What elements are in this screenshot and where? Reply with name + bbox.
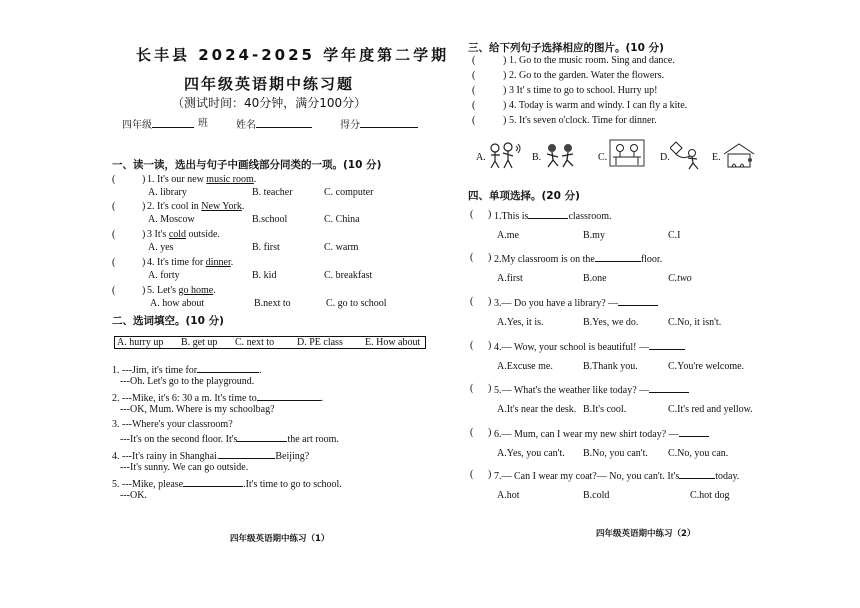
choice-question [494, 252, 662, 266]
option: B.my [583, 230, 605, 241]
choice-question [494, 469, 739, 483]
option: C. warm [324, 242, 359, 253]
fill-response-text: ---Oh. Let's go to the playground. [120, 376, 255, 387]
word-bank-box [114, 336, 426, 349]
picture-e-garden-watering [720, 140, 758, 170]
answer-paren-close: ) [503, 100, 507, 111]
fill-response-text: ---OK. [120, 490, 147, 501]
answer-blank[interactable] [649, 383, 689, 393]
option: C. China [324, 214, 360, 225]
answer-paren-open: ( [472, 115, 476, 126]
option: A. forty [148, 270, 180, 281]
option: B.Yes, we do. [583, 317, 639, 328]
picture-label: C. [598, 152, 608, 163]
fill-question-tail: . [320, 393, 324, 404]
fill-response [120, 376, 254, 388]
question-pre: 1. It's our new [147, 174, 207, 185]
fill-question [112, 477, 342, 491]
fill-response [120, 432, 339, 446]
answer-paren-close: ) [142, 257, 146, 268]
answer-blank[interactable] [528, 209, 568, 219]
fill-response [120, 404, 275, 416]
answer-paren-close: ) [503, 85, 507, 96]
choice-question-text: 5.— What's the weather like today? — [494, 385, 650, 396]
answer-paren-open: ( [470, 383, 474, 394]
question-pre: 5. Let's [147, 285, 179, 296]
answer-paren-close: ) [488, 340, 492, 351]
question-pre: 4. It's time for [147, 257, 206, 268]
option: B.one [583, 273, 607, 284]
fill-question-text: 5. ---Mike, please [112, 479, 184, 490]
option: C. computer [324, 187, 374, 198]
matching-sentence: 4. Today is warm and windy. I can fly a kite. [509, 100, 688, 111]
word-bank-option: C. next to [235, 337, 275, 348]
choice-question [494, 340, 685, 354]
answer-blank[interactable] [257, 391, 321, 401]
answer-paren-open: ( [470, 296, 474, 307]
question-text [147, 229, 220, 241]
option: B. teacher [252, 187, 293, 198]
underlined-word: dinner [205, 257, 231, 268]
fill-question [112, 449, 309, 463]
answer-paren-open: ( [112, 257, 116, 268]
answer-blank[interactable] [219, 449, 275, 459]
question-post: . [253, 174, 257, 185]
info-name: 姓名 [236, 118, 312, 132]
answer-paren-open: ( [112, 201, 116, 212]
answer-paren-open: ( [112, 229, 116, 240]
choice-question-text: 7.— Can I wear my coat?— No, you can't. It's [494, 471, 680, 482]
option: C. go to school [326, 298, 387, 309]
option: B.school [252, 214, 288, 225]
option: C.hot dog [690, 490, 730, 501]
fill-question-tail: . [259, 365, 262, 376]
answer-paren-close: ) [488, 469, 492, 480]
fill-question [112, 363, 262, 377]
underlined-word: New York [201, 201, 242, 212]
fill-response [120, 490, 147, 502]
answer-paren-close: ) [488, 383, 492, 394]
answer-blank[interactable] [197, 363, 259, 373]
fill-response-tail: the art room. [287, 434, 339, 445]
underlined-word: cold [168, 229, 187, 240]
answer-paren-close: ) [488, 427, 492, 438]
answer-paren-open: ( [472, 70, 476, 81]
answer-paren-open: ( [112, 285, 116, 296]
picture-c-dinner-table [608, 138, 646, 168]
question-post: . [213, 285, 216, 296]
choice-question-text: 2.My classroom is on the [494, 254, 595, 265]
option: C.It's red and yellow. [668, 404, 753, 415]
answer-paren-close: ) [142, 229, 146, 240]
answer-blank[interactable] [595, 252, 641, 262]
answer-paren-close: ) [503, 55, 507, 66]
picture-b-running-kids [542, 140, 580, 170]
info-class: 班 [198, 118, 208, 129]
option: A. yes [148, 242, 174, 253]
fill-question-text: 1. ---Jim, it's time for [112, 365, 198, 376]
left-footer: 四年级英语期中练习（1） [230, 534, 330, 544]
answer-paren-open: ( [472, 85, 476, 96]
fill-response-text: ---It's on the second floor. It's [120, 434, 238, 445]
question-text [147, 257, 233, 269]
picture-label: B. [532, 152, 542, 163]
answer-paren-open: ( [112, 174, 116, 185]
answer-paren-close: ) [503, 115, 507, 126]
option: C.I [668, 230, 681, 241]
option: A.Yes, you can't. [497, 448, 565, 459]
choice-question-tail: today. [715, 471, 740, 482]
answer-paren-close: ) [503, 70, 507, 81]
answer-blank[interactable] [618, 296, 658, 306]
option: C.You're welcome. [668, 361, 745, 372]
answer-paren-open: ( [470, 252, 474, 263]
option: A.me [497, 230, 519, 241]
question-post: . [230, 257, 234, 268]
answer-blank[interactable] [679, 469, 715, 479]
section1-heading: 一、读一读，选出与句子中画线部分同类的一项。(10 分) [112, 159, 382, 171]
option: A. library [148, 187, 187, 198]
answer-paren-open: ( [470, 469, 474, 480]
question-text [147, 174, 256, 186]
option: B.It's cool. [583, 404, 627, 415]
fill-response-text: ---It's sunny. We can go outside. [120, 462, 249, 473]
section4-heading: 四、单项选择。(20 分) [468, 190, 580, 202]
info-score: 得分 [340, 118, 418, 132]
question-pre: 3 It's [147, 229, 169, 240]
picture-d-kite-flying [670, 140, 708, 170]
choice-question-tail: classroom. [568, 211, 612, 222]
choice-question [494, 383, 689, 397]
word-bank-option: A. hurry up [117, 337, 164, 348]
option: B. kid [252, 270, 277, 281]
underlined-word: go home [178, 285, 214, 296]
info-grade: 四年级 [122, 118, 194, 132]
answer-paren-open: ( [472, 55, 476, 66]
option: A. Moscow [148, 214, 195, 225]
choice-question [494, 296, 658, 310]
answer-paren-open: ( [470, 340, 474, 351]
question-pre: 2. It's cool in [147, 201, 202, 212]
choice-question [494, 427, 709, 441]
option: A.Excuse me. [497, 361, 553, 372]
word-bank-option: D. PE class [297, 337, 343, 348]
fill-question-text: 2. ---Mike, it's 6: 30 a m. It's time to [112, 393, 257, 404]
matching-sentence: 1. Go to the music room. Sing and dance. [509, 55, 675, 66]
option: A. how about [150, 298, 205, 309]
answer-paren-close: ) [142, 174, 146, 185]
fill-response [120, 462, 248, 474]
option: B.cold [583, 490, 610, 501]
fill-question [112, 419, 233, 431]
fill-response-text: ---OK, Mum. Where is my schoolbag? [120, 404, 275, 415]
answer-blank[interactable] [679, 427, 709, 437]
right-footer: 四年级英语期中练习（2） [596, 529, 696, 539]
fill-question-text: 4. ---It's rainy in Shanghai. [112, 451, 220, 462]
picture-label: D. [660, 152, 670, 163]
matching-sentence: 5. It's seven o'clock. Time for dinner. [509, 115, 657, 126]
picture-label: A. [476, 152, 486, 163]
option: B.next to [254, 298, 291, 309]
option: C. breakfast [324, 270, 373, 281]
fill-question-tail: .It's time to go to school. [243, 479, 342, 490]
underlined-word: music room [206, 174, 254, 185]
question-post: outside. [186, 229, 220, 240]
answer-paren-close: ) [142, 285, 146, 296]
option: B. first [252, 242, 280, 253]
picture-a-dancing-kids [486, 140, 524, 170]
matching-sentence: 3 It' s time to go to school. Hurry up! [509, 85, 658, 96]
question-text [147, 285, 216, 297]
option: B.No, you can't. [583, 448, 648, 459]
time-note: （测试时间：40分钟，满分100分） [172, 96, 367, 110]
exam-subtitle: 四年级英语期中练习题 [184, 75, 355, 93]
option: A.Yes, it is. [497, 317, 544, 328]
answer-paren-open: ( [472, 100, 476, 111]
question-post: . [241, 201, 245, 212]
option: A.first [497, 273, 523, 284]
section3-heading: 三、给下列句子选择相应的图片。(10 分) [468, 42, 664, 54]
answer-paren-close: ) [142, 201, 146, 212]
option: C.No, it isn't. [668, 317, 722, 328]
choice-question-text: 6.— Mum, can I wear my new shirt today? — [494, 429, 679, 440]
answer-blank[interactable] [649, 340, 685, 350]
answer-paren-close: ) [488, 209, 492, 220]
fill-question [112, 391, 323, 405]
option: A.It's near the desk. [497, 404, 577, 415]
word-bank-option: B. get up [181, 337, 218, 348]
answer-paren-close: ) [488, 252, 492, 263]
section2-heading: 二、选词填空。(10 分) [112, 315, 224, 327]
fill-question-text: 3. ---Where's your classroom? [112, 419, 233, 430]
answer-blank[interactable] [183, 477, 243, 487]
answer-paren-open: ( [470, 427, 474, 438]
answer-paren-open: ( [470, 209, 474, 220]
exam-title: 长丰县 2024-2025 学年度第二学期 [136, 46, 450, 64]
picture-label: E. [712, 152, 721, 163]
option: C.No, you can. [668, 448, 729, 459]
option: B.Thank you. [583, 361, 638, 372]
choice-question-text: 4.— Wow, your school is beautiful! — [494, 342, 650, 353]
choice-question-text: 1.This is [494, 211, 529, 222]
answer-blank[interactable] [237, 432, 287, 442]
option: C.two [668, 273, 692, 284]
question-text [147, 201, 244, 213]
word-bank-option: E. How about [365, 337, 421, 348]
fill-question-tail: Beijing? [275, 451, 310, 462]
choice-question-tail: floor. [640, 254, 663, 265]
choice-question-text: 3.— Do you have a library? — [494, 298, 619, 309]
matching-sentence: 2. Go to the garden. Water the flowers. [509, 70, 665, 81]
option: A.hot [497, 490, 520, 501]
choice-question [494, 209, 612, 223]
answer-paren-close: ) [488, 296, 492, 307]
